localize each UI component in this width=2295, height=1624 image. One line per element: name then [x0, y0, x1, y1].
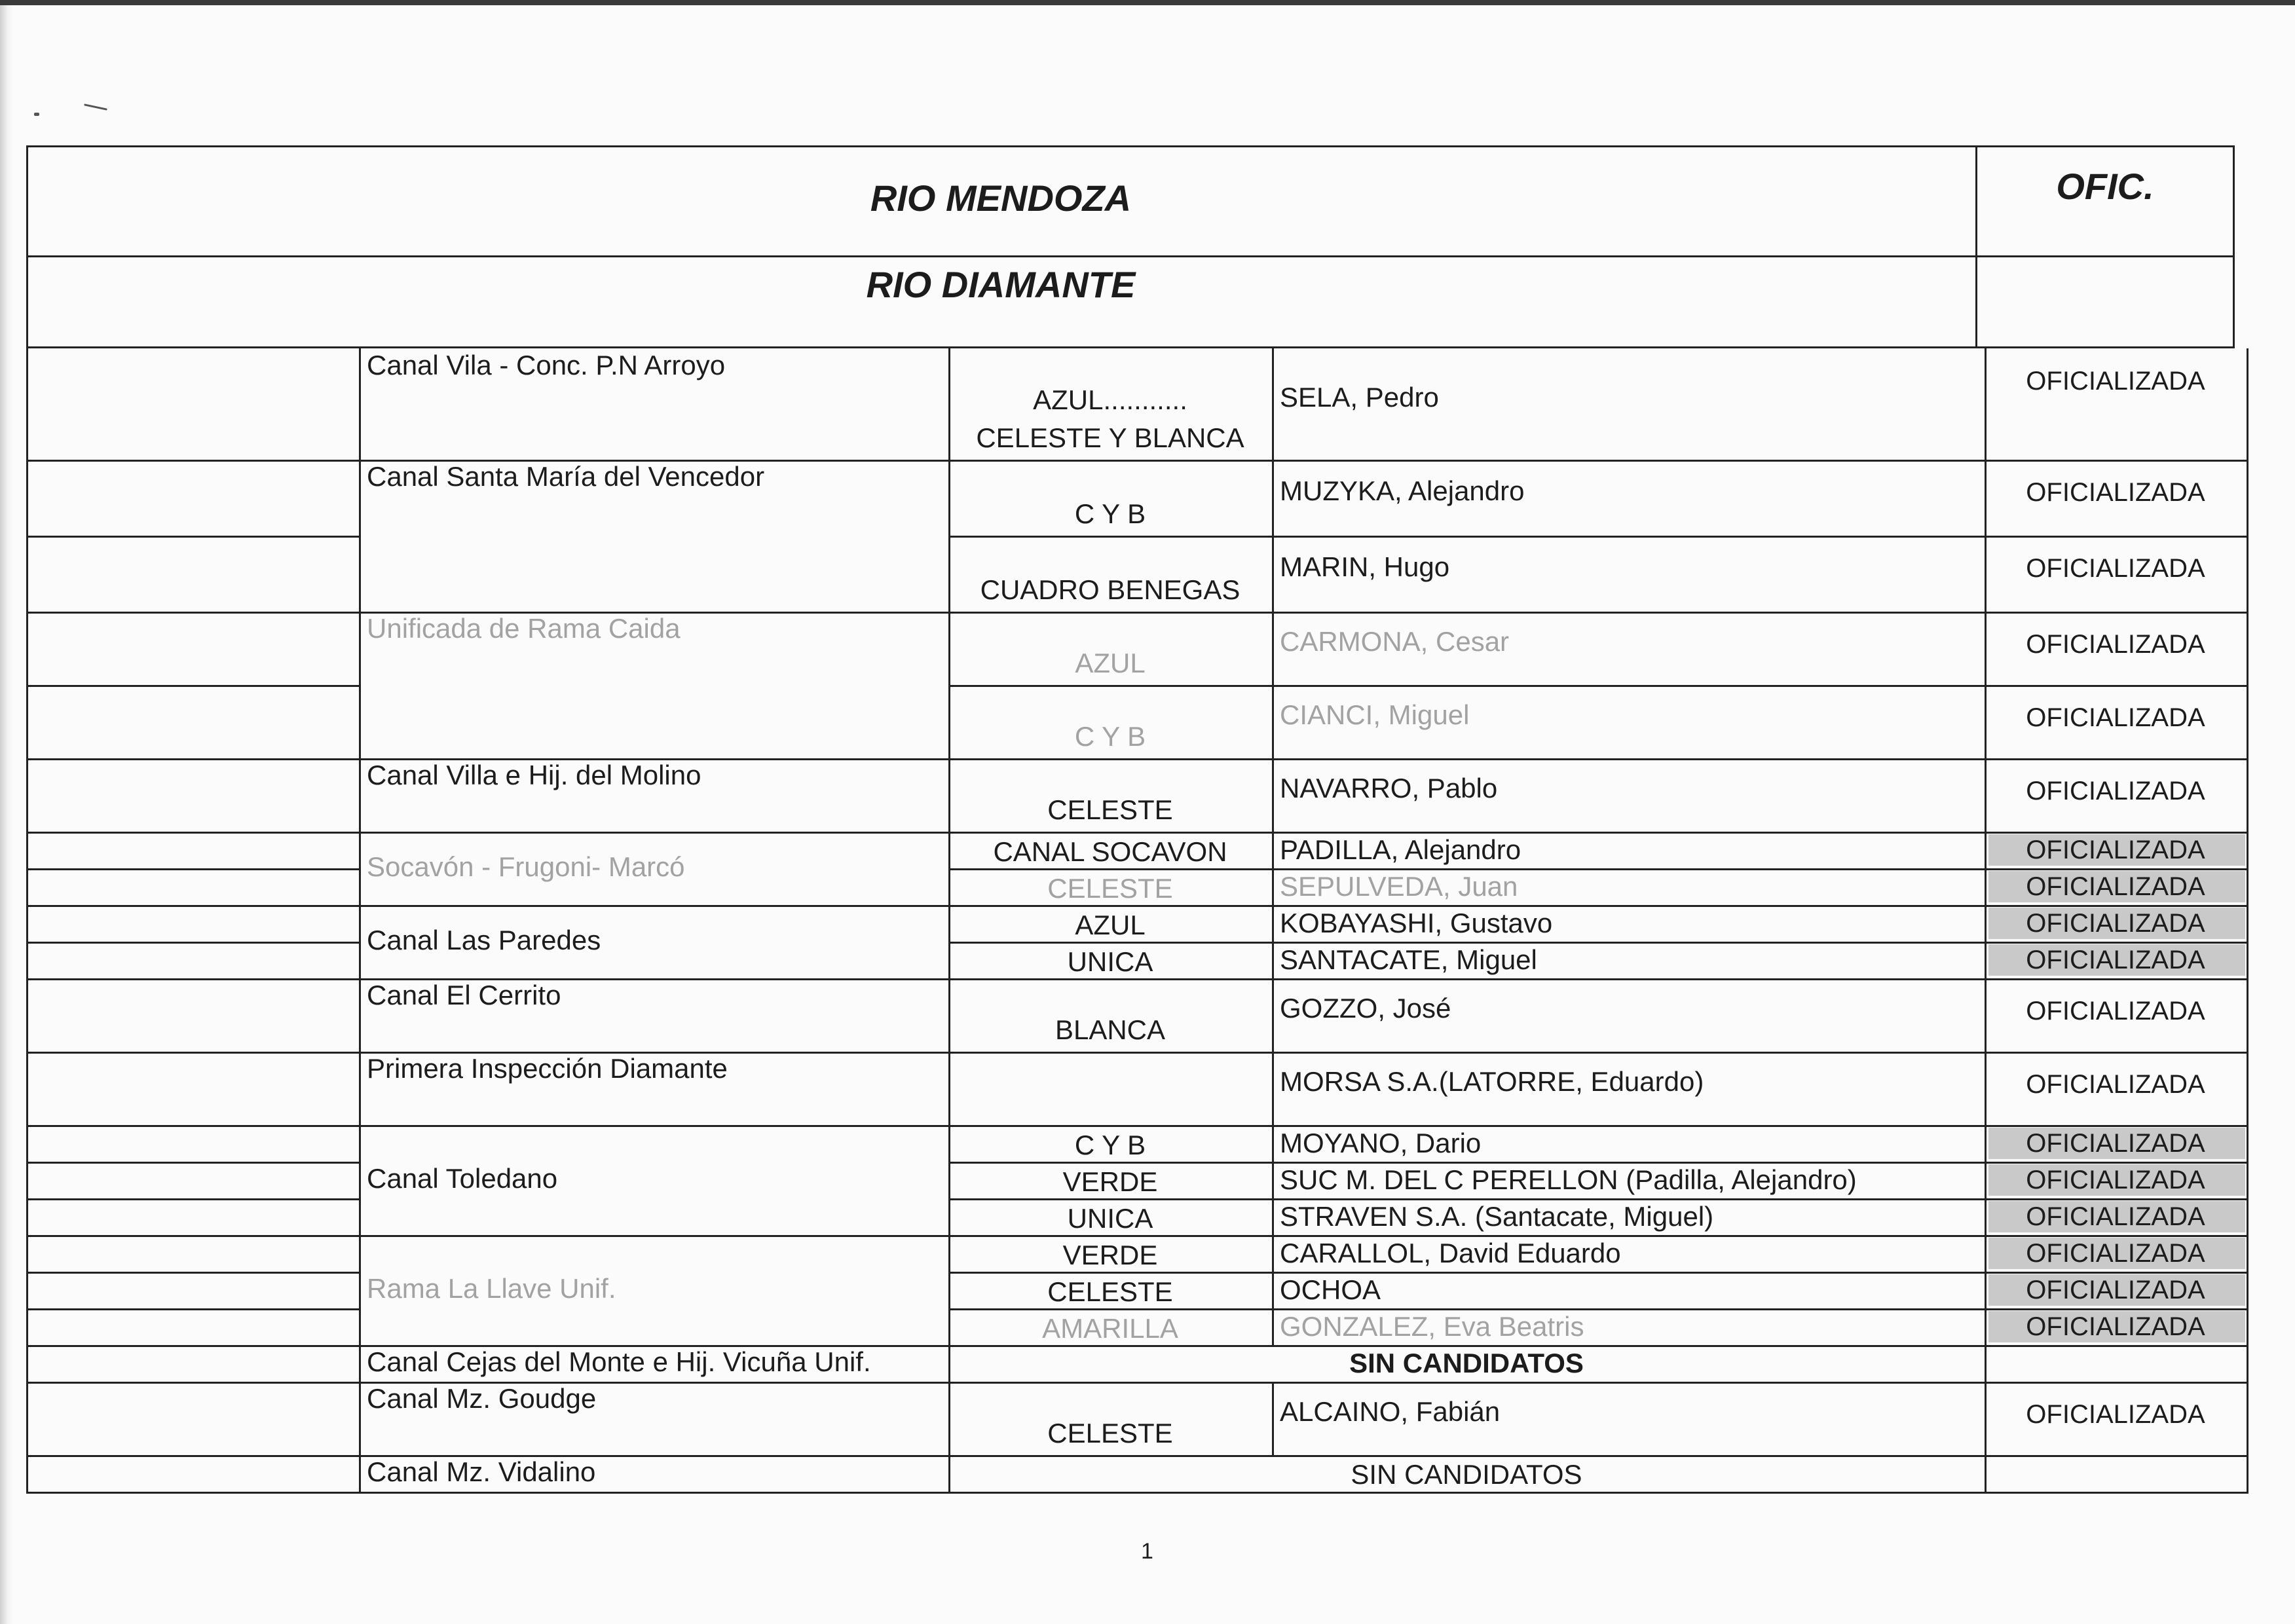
status-badge: OFICIALIZADA: [2026, 1202, 2205, 1231]
entry-divider: [948, 685, 2248, 687]
organization-name: Socavón - Frugoni- Marcó: [367, 851, 685, 882]
candidate-name: OCHOA: [1280, 1274, 1381, 1305]
status-badge: OFICIALIZADA: [2026, 777, 2205, 805]
status-badge: OFICIALIZADA: [2026, 1129, 2205, 1158]
candidate-name: MARIN, Hugo: [1280, 551, 1450, 582]
sin-candidatos-note: SIN CANDIDATOS: [1351, 1459, 1582, 1490]
candidate-name: GONZALEZ, Eva Beatris: [1280, 1311, 1584, 1342]
candidate-name: CARALLOL, David Eduardo: [1280, 1238, 1621, 1268]
candidate-name: KOBAYASHI, Gustavo: [1280, 908, 1553, 938]
list-name: CUADRO BENEGAS: [980, 574, 1241, 605]
candidate-name: CIANCI, Miguel: [1280, 699, 1470, 730]
row-divider: [26, 758, 2248, 760]
sin-candidatos-note: SIN CANDIDATOS: [1349, 1348, 1584, 1378]
organization-name: Rama La Llave Unif.: [367, 1273, 616, 1304]
organization-name: Primera Inspección Diamante: [367, 1053, 728, 1084]
table-left-border: [26, 348, 28, 1492]
left-gutter-line: [26, 1162, 359, 1164]
list-name: VERDE: [1062, 1166, 1158, 1197]
list-name: C Y B: [1074, 1130, 1146, 1160]
candidate-column-divider: [1272, 348, 1274, 460]
list-name: UNICA: [1067, 1203, 1153, 1234]
candidate-name: SEPULVEDA, Juan: [1280, 871, 1518, 902]
candidate-name: CARMONA, Cesar: [1280, 626, 1510, 657]
organization-name: Canal Vila - Conc. P.N Arroyo: [367, 350, 726, 380]
status-badge: OFICIALIZADA: [2026, 367, 2205, 396]
candidate-column-divider: [1272, 978, 1274, 1052]
candidate-column-divider: [1272, 832, 1274, 905]
list-name: AMARILLA: [1042, 1313, 1178, 1344]
left-gutter-line: [26, 1198, 359, 1200]
candidate-column-divider: [1272, 1382, 1274, 1455]
ofic-column-header: OFIC.: [2056, 166, 2154, 207]
status-badge: OFICIALIZADA: [2026, 1070, 2205, 1099]
status-badge: OFICIALIZADA: [2026, 630, 2205, 659]
left-gutter-line: [26, 536, 359, 538]
status-badge: OFICIALIZADA: [2026, 872, 2205, 901]
candidate-column-divider: [1272, 460, 1274, 612]
list-name: CANAL SOCAVON: [993, 836, 1227, 867]
candidate-name: SANTACATE, Miguel: [1280, 944, 1537, 975]
org-column-divider: [359, 348, 361, 1492]
candidate-name: SELA, Pedro: [1280, 382, 1439, 413]
table-bottom-border: [26, 1492, 2248, 1494]
status-badge: OFICIALIZADA: [2026, 1166, 2205, 1194]
organization-name: Canal Villa e Hij. del Molino: [367, 760, 701, 790]
candidate-name: SUC M. DEL C PERELLON (Padilla, Alejandro): [1280, 1164, 1857, 1195]
scan-speck: [34, 113, 39, 116]
status-badge: OFICIALIZADA: [2026, 1312, 2205, 1341]
list-name: CELESTE: [1047, 1418, 1173, 1449]
organization-name: Canal Cejas del Monte e Hij. Vicuña Unif.: [367, 1346, 871, 1377]
candidate-column-divider: [1272, 1235, 1274, 1345]
candidate-column-divider: [1272, 612, 1274, 758]
left-gutter-line: [26, 1308, 359, 1310]
status-badge: OFICIALIZADA: [2026, 554, 2205, 583]
list-name: UNICA: [1067, 946, 1153, 977]
status-badge: OFICIALIZADA: [2026, 1239, 2205, 1268]
left-gutter-line: [26, 685, 359, 687]
row-divider: [26, 460, 2248, 462]
left-gutter-line: [26, 1272, 359, 1274]
list-name: C Y B: [1074, 498, 1146, 529]
status-badge: OFICIALIZADA: [2026, 1276, 2205, 1304]
river-title-diamante: RIO DIAMANTE: [866, 264, 1136, 305]
page-number: 1: [1141, 1539, 1153, 1564]
left-gutter-line: [26, 942, 359, 944]
organization-name: Unificada de Rama Caida: [367, 613, 681, 644]
table-right-border: [2247, 348, 2248, 1494]
list-name: CELESTE: [1047, 794, 1173, 825]
candidate-name: STRAVEN S.A. (Santacate, Miguel): [1280, 1201, 1714, 1232]
header-divider: [26, 255, 2235, 257]
organization-name: Canal El Cerrito: [367, 980, 561, 1010]
row-divider: [26, 978, 2248, 980]
candidate-column-divider: [1272, 1052, 1274, 1125]
status-badge: OFICIALIZADA: [2026, 836, 2205, 864]
list-name: BLANCA: [1054, 1014, 1166, 1045]
candidate-name: MUZYKA, Alejandro: [1280, 475, 1525, 506]
list-name: AZUL: [1075, 648, 1146, 678]
river-title-mendoza: RIO MENDOZA: [870, 177, 1132, 219]
status-badge: OFICIALIZADA: [2026, 997, 2205, 1025]
status-badge: OFICIALIZADA: [2026, 703, 2205, 732]
status-badge: OFICIALIZADA: [2026, 478, 2205, 507]
candidate-name: GOZZO, José: [1280, 993, 1451, 1024]
candidate-name: MORSA S.A.(LATORRE, Eduardo): [1280, 1066, 1704, 1097]
candidate-name: PADILLA, Alejandro: [1280, 834, 1521, 865]
status-badge: OFICIALIZADA: [2026, 909, 2205, 938]
list-name: CELESTE: [1047, 873, 1173, 904]
organization-name: Canal Las Paredes: [367, 925, 601, 955]
left-gutter-line: [26, 868, 359, 870]
candidate-name: NAVARRO, Pablo: [1280, 773, 1498, 803]
organization-name: Canal Mz. Vidalino: [367, 1456, 596, 1487]
list-name: AZUL: [1075, 910, 1146, 940]
row-divider: [26, 1382, 2248, 1384]
table-header-frame: [26, 145, 2235, 348]
list-name: AZUL........... CELESTE Y BLANCA: [976, 384, 1244, 453]
status-badge: OFICIALIZADA: [2026, 946, 2205, 974]
status-badge: OFICIALIZADA: [2026, 1400, 2205, 1429]
list-name: VERDE: [1062, 1240, 1158, 1270]
organization-name: Canal Santa María del Vencedor: [367, 461, 765, 492]
scan-edge-shadow: [0, 0, 13, 1624]
list-name: C Y B: [1074, 721, 1146, 752]
organization-name: Canal Toledano: [367, 1163, 558, 1194]
row-divider: [26, 612, 2248, 614]
row-divider: [26, 1455, 2248, 1457]
row-divider: [26, 1345, 2248, 1347]
scan-top-edge: [0, 0, 2295, 5]
row-divider: [26, 1052, 2248, 1054]
candidate-column-divider: [1272, 1125, 1274, 1235]
organization-name: Canal Mz. Goudge: [367, 1383, 597, 1414]
scan-speck: [84, 103, 107, 110]
candidate-column-divider: [1272, 758, 1274, 832]
candidate-name: ALCAINO, Fabián: [1280, 1396, 1501, 1427]
entry-divider: [948, 536, 2248, 538]
list-name: CELESTE: [1047, 1276, 1173, 1307]
candidate-name: MOYANO, Dario: [1280, 1128, 1482, 1158]
candidate-column-divider: [1272, 905, 1274, 978]
